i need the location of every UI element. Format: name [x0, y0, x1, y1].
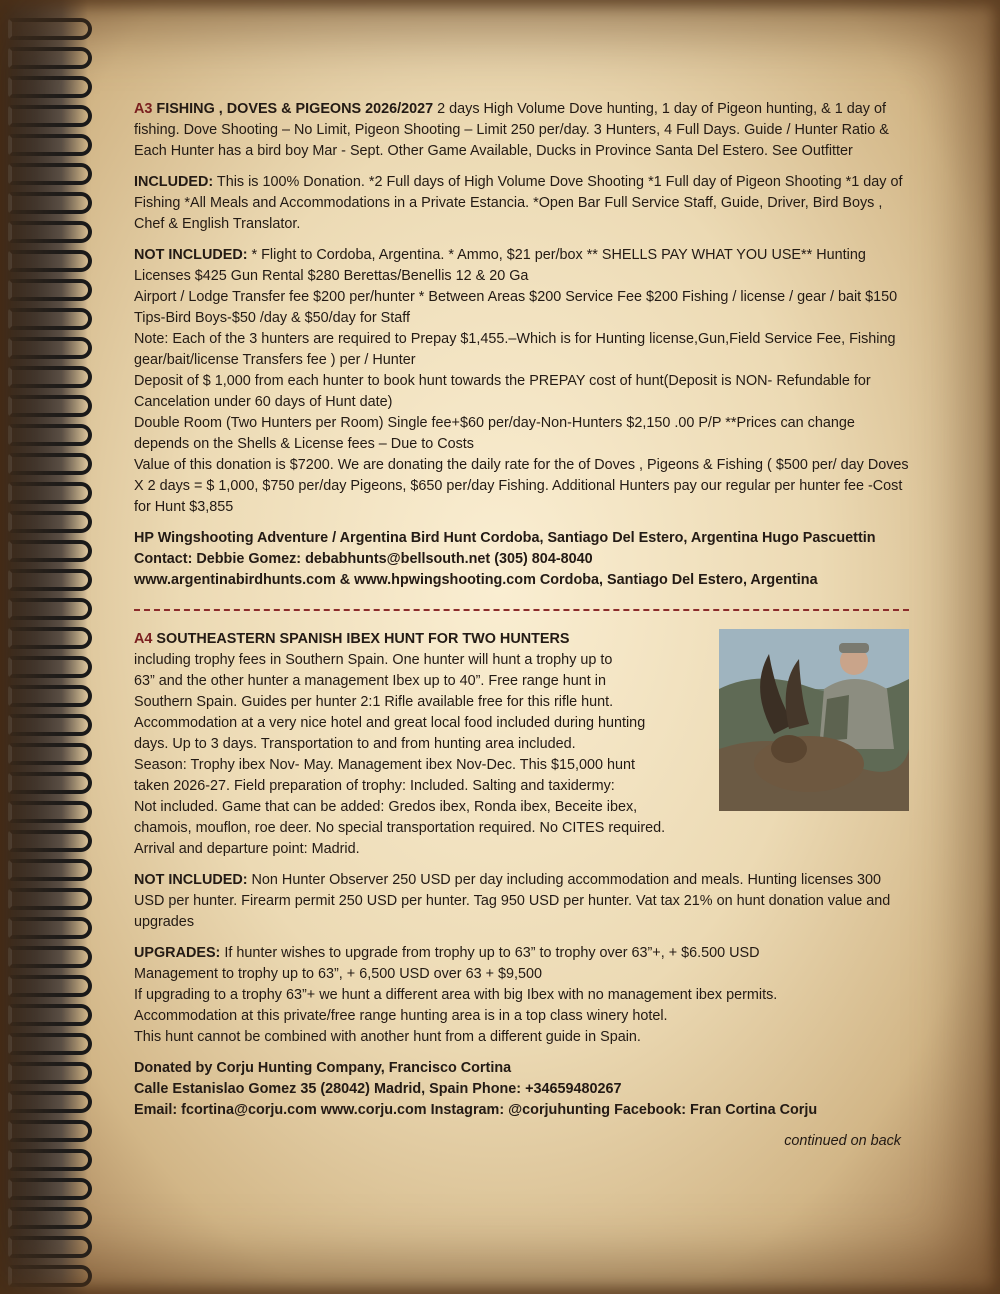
a3-not-included-line: Deposit of $ 1,000 from each hunter to book hunt towards the PREPAY cost of hunt(Deposit is NON- Refundable for Cancelation under 60 days of Hunt date)	[134, 373, 871, 410]
catalog-content	[134, 99, 909, 1152]
binding-ring	[8, 1149, 92, 1171]
binding-ring	[8, 337, 92, 359]
a4-upgrade-line: If upgrading to a trophy 63”+ we hunt a different area with big Ibex with no management ibex permits.	[134, 987, 778, 1003]
a4-title: SOUTHEASTERN SPANISH IBEX HUNT FOR TWO HUNTERS	[156, 631, 570, 647]
a3-not-included-paragraph	[134, 245, 909, 518]
binding-ring	[8, 569, 92, 591]
a4-body-line: chamois, mouflon, roe deer. No special transportation required. No CITES required.	[134, 820, 666, 836]
binding-ring	[8, 76, 92, 98]
binding-ring	[8, 1091, 92, 1113]
a3-not-included-line: Airport / Lodge Transfer fee $200 per/hunter * Between Areas $200 Service Fee $200 Fishing / license / gear / bait $150 Tips-Bird Boys-$50 /day & $50/day for Staff	[134, 289, 898, 326]
binding-ring	[8, 192, 92, 214]
a4-body-line: Season: Trophy ibex Nov- May. Management ibex Nov-Dec. This $15,000 hunt	[134, 757, 636, 773]
binding-ring	[8, 1265, 92, 1287]
a4-body-line: Southern Spain. Guides per hunter 2:1 Rifle available free for this rifle hunt.	[134, 694, 614, 710]
binding-ring	[8, 627, 92, 649]
a3-included-paragraph	[134, 172, 909, 235]
a4-body-line: Arrival and departure point: Madrid.	[134, 841, 360, 857]
binding-ring	[8, 656, 92, 678]
a4-upgrades-paragraph	[134, 943, 909, 1048]
a4-upgrades-label: UPGRADES:	[134, 945, 221, 961]
binding-ring	[8, 1178, 92, 1200]
a3-contact-block	[134, 528, 909, 591]
binding-ring	[8, 540, 92, 562]
binding-ring	[8, 453, 92, 475]
a4-lot-code: A4	[134, 631, 153, 647]
a3-included-label: INCLUDED:	[134, 174, 214, 190]
a4-body-line: days. Up to 3 days. Transportation to and from hunting area included.	[134, 736, 576, 752]
binding-ring	[8, 859, 92, 881]
a4-body-line: taken 2026-27. Field preparation of trophy: Included. Salting and taxidermy:	[134, 778, 615, 794]
binding-ring	[8, 598, 92, 620]
a3-intro: 2 days High Volume Dove hunting, 1 day of Pigeon hunting, & 1 day of fishing. Dove Shooting – No Limit, Pigeon Shooting – Limit 250 per/day. 3 Hunters, 4 Full Days. Guide / Hunter Ratio & Each Hunter has a bird boy Mar - Sept. Other Game Available, Ducks in Province Santa Del Estero. See Outfitter	[134, 101, 889, 159]
binding-ring	[8, 772, 92, 794]
ibex-trophy-photo	[719, 629, 909, 811]
binding-ring	[8, 250, 92, 272]
binding-ring	[8, 743, 92, 765]
a3-not-included-line: Double Room (Two Hunters per Room) Single fee+$60 per/day-Non-Hunters $2,150 .00 P/P **Prices can change depends on the Shells & License fees – Due to Costs	[134, 415, 855, 452]
binding-ring	[8, 801, 92, 823]
continued-note: continued on back	[784, 1133, 901, 1149]
binding-ring	[8, 279, 92, 301]
binding-ring	[8, 482, 92, 504]
a3-not-included-line: Value of this donation is $7200. We are donating the daily rate for the of Doves , Pigeons & Fishing ( $500 per/ day Doves X 2 days = $ 1,000, $750 per/day Pigeons, $650 per/day Fishing. Additional Hunters pay our regular per hunter fee -Cost for Hunt $3,855	[134, 457, 909, 515]
a4-body-line: Not included. Game that can be added: Gredos ibex, Ronda ibex, Beceite ibex,	[134, 799, 638, 815]
binding-ring	[8, 685, 92, 707]
binding-ring	[8, 917, 92, 939]
a4-heading	[134, 629, 694, 650]
a4-not-included-paragraph	[134, 870, 909, 933]
binding-ring	[8, 18, 92, 40]
a4-body-line: Accommodation at a very nice hotel and great local food included during hunting	[134, 715, 646, 731]
binding-ring	[8, 946, 92, 968]
binding-ring	[8, 221, 92, 243]
binding-ring	[8, 163, 92, 185]
a3-not-included-line: Note: Each of the 3 hunters are required to Prepay $1,455.–Which is for Hunting license,Gun,Field Service Fee, Fishing gear/bait/license Transfers fee ) per / Hunter	[134, 331, 896, 368]
binding-ring	[8, 366, 92, 388]
binding-ring	[8, 1236, 92, 1258]
a4-upgrade-line: Management to trophy up to 63”, + 6,500 USD over 63 + $9,500	[134, 966, 542, 982]
binding-ring	[8, 424, 92, 446]
binding-ring	[8, 308, 92, 330]
a4-not-included-label: NOT INCLUDED:	[134, 872, 248, 888]
binding-ring	[8, 1004, 92, 1026]
binding-ring	[8, 1120, 92, 1142]
binding-ring	[8, 830, 92, 852]
binding-ring	[8, 105, 92, 127]
a3-contact[interactable]: Contact: Debbie Gomez: debabhunts@bellsouth.net (305) 804-8040	[134, 551, 593, 567]
binding-ring	[8, 134, 92, 156]
binding-ring	[8, 1033, 92, 1055]
a3-websites[interactable]: www.argentinabirdhunts.com & www.hpwingshooting.com Cordoba, Santiago Del Estero, Argentina	[134, 572, 818, 588]
binding-ring	[8, 395, 92, 417]
binding-ring	[8, 975, 92, 997]
a4-contacts[interactable]: Email: fcortina@corju.com www.corju.com Instagram: @corjuhunting Facebook: Fran Cortina Corju	[134, 1102, 818, 1118]
a3-included-text: This is 100% Donation. *2 Full days of High Volume Dove Shooting *1 Full day of Pigeon Shooting *1 day of Fishing *All Meals and Accommodations in a Private Estancia. *Open Bar Full Service Staff, Guide, Driver, Bird Boys , Chef & English Translator.	[134, 174, 903, 232]
a3-outfitter: HP Wingshooting Adventure / Argentina Bird Hunt Cordoba, Santiago Del Estero, Argentina Hugo Pascuettin	[134, 530, 876, 546]
a3-lot-code: A3	[134, 101, 153, 117]
a4-upgrade-line: If hunter wishes to upgrade from trophy up to 63” to trophy over 63”+, + $6.500 USD	[224, 945, 760, 961]
lot-a3	[134, 99, 909, 591]
a3-not-included-line: * Flight to Cordoba, Argentina. * Ammo, $21 per/box ** SHELLS PAY WHAT YOU USE** Hunting Licenses $425 Gun Rental $280 Berettas/Benellis 12 & 20 Ga	[134, 247, 866, 284]
a3-intro-paragraph	[134, 99, 909, 162]
binding-ring	[8, 888, 92, 910]
a4-donor-block	[134, 1058, 909, 1121]
binding-ring	[8, 47, 92, 69]
a4-upgrade-line: This hunt cannot be combined with another hunt from a different guide in Spain.	[134, 1029, 641, 1045]
a4-description	[134, 629, 694, 860]
a4-address: Calle Estanislao Gomez 35 (28042) Madrid, Spain Phone: +34659480267	[134, 1081, 622, 1097]
a4-not-included-text: Non Hunter Observer 250 USD per day including accommodation and meals. Hunting licenses 300 USD per hunter. Firearm permit 250 USD per hunter. Tag 950 USD per hunter. Vat tax 21% on hunt donation value and upgrades	[134, 872, 891, 930]
binding-ring	[8, 1062, 92, 1084]
lot-a4	[134, 629, 909, 1152]
a4-upgrade-line: Accommodation at this private/free range hunting area is in a top class winery hotel.	[134, 1008, 668, 1024]
a4-body-line: including trophy fees in Southern Spain. One hunter will hunt a trophy up to	[134, 652, 613, 668]
binding-ring	[8, 714, 92, 736]
binding-ring	[8, 1207, 92, 1229]
section-divider	[134, 609, 909, 611]
a3-title: FISHING , DOVES & PIGEONS 2026/2027	[156, 101, 434, 117]
binding-ring	[8, 511, 92, 533]
a3-not-included-label: NOT INCLUDED:	[134, 247, 248, 263]
a4-body-line: 63” and the other hunter a management Ibex up to 40”. Free range hunt in	[134, 673, 607, 689]
a4-donor: Donated by Corju Hunting Company, Francisco Cortina	[134, 1060, 512, 1076]
